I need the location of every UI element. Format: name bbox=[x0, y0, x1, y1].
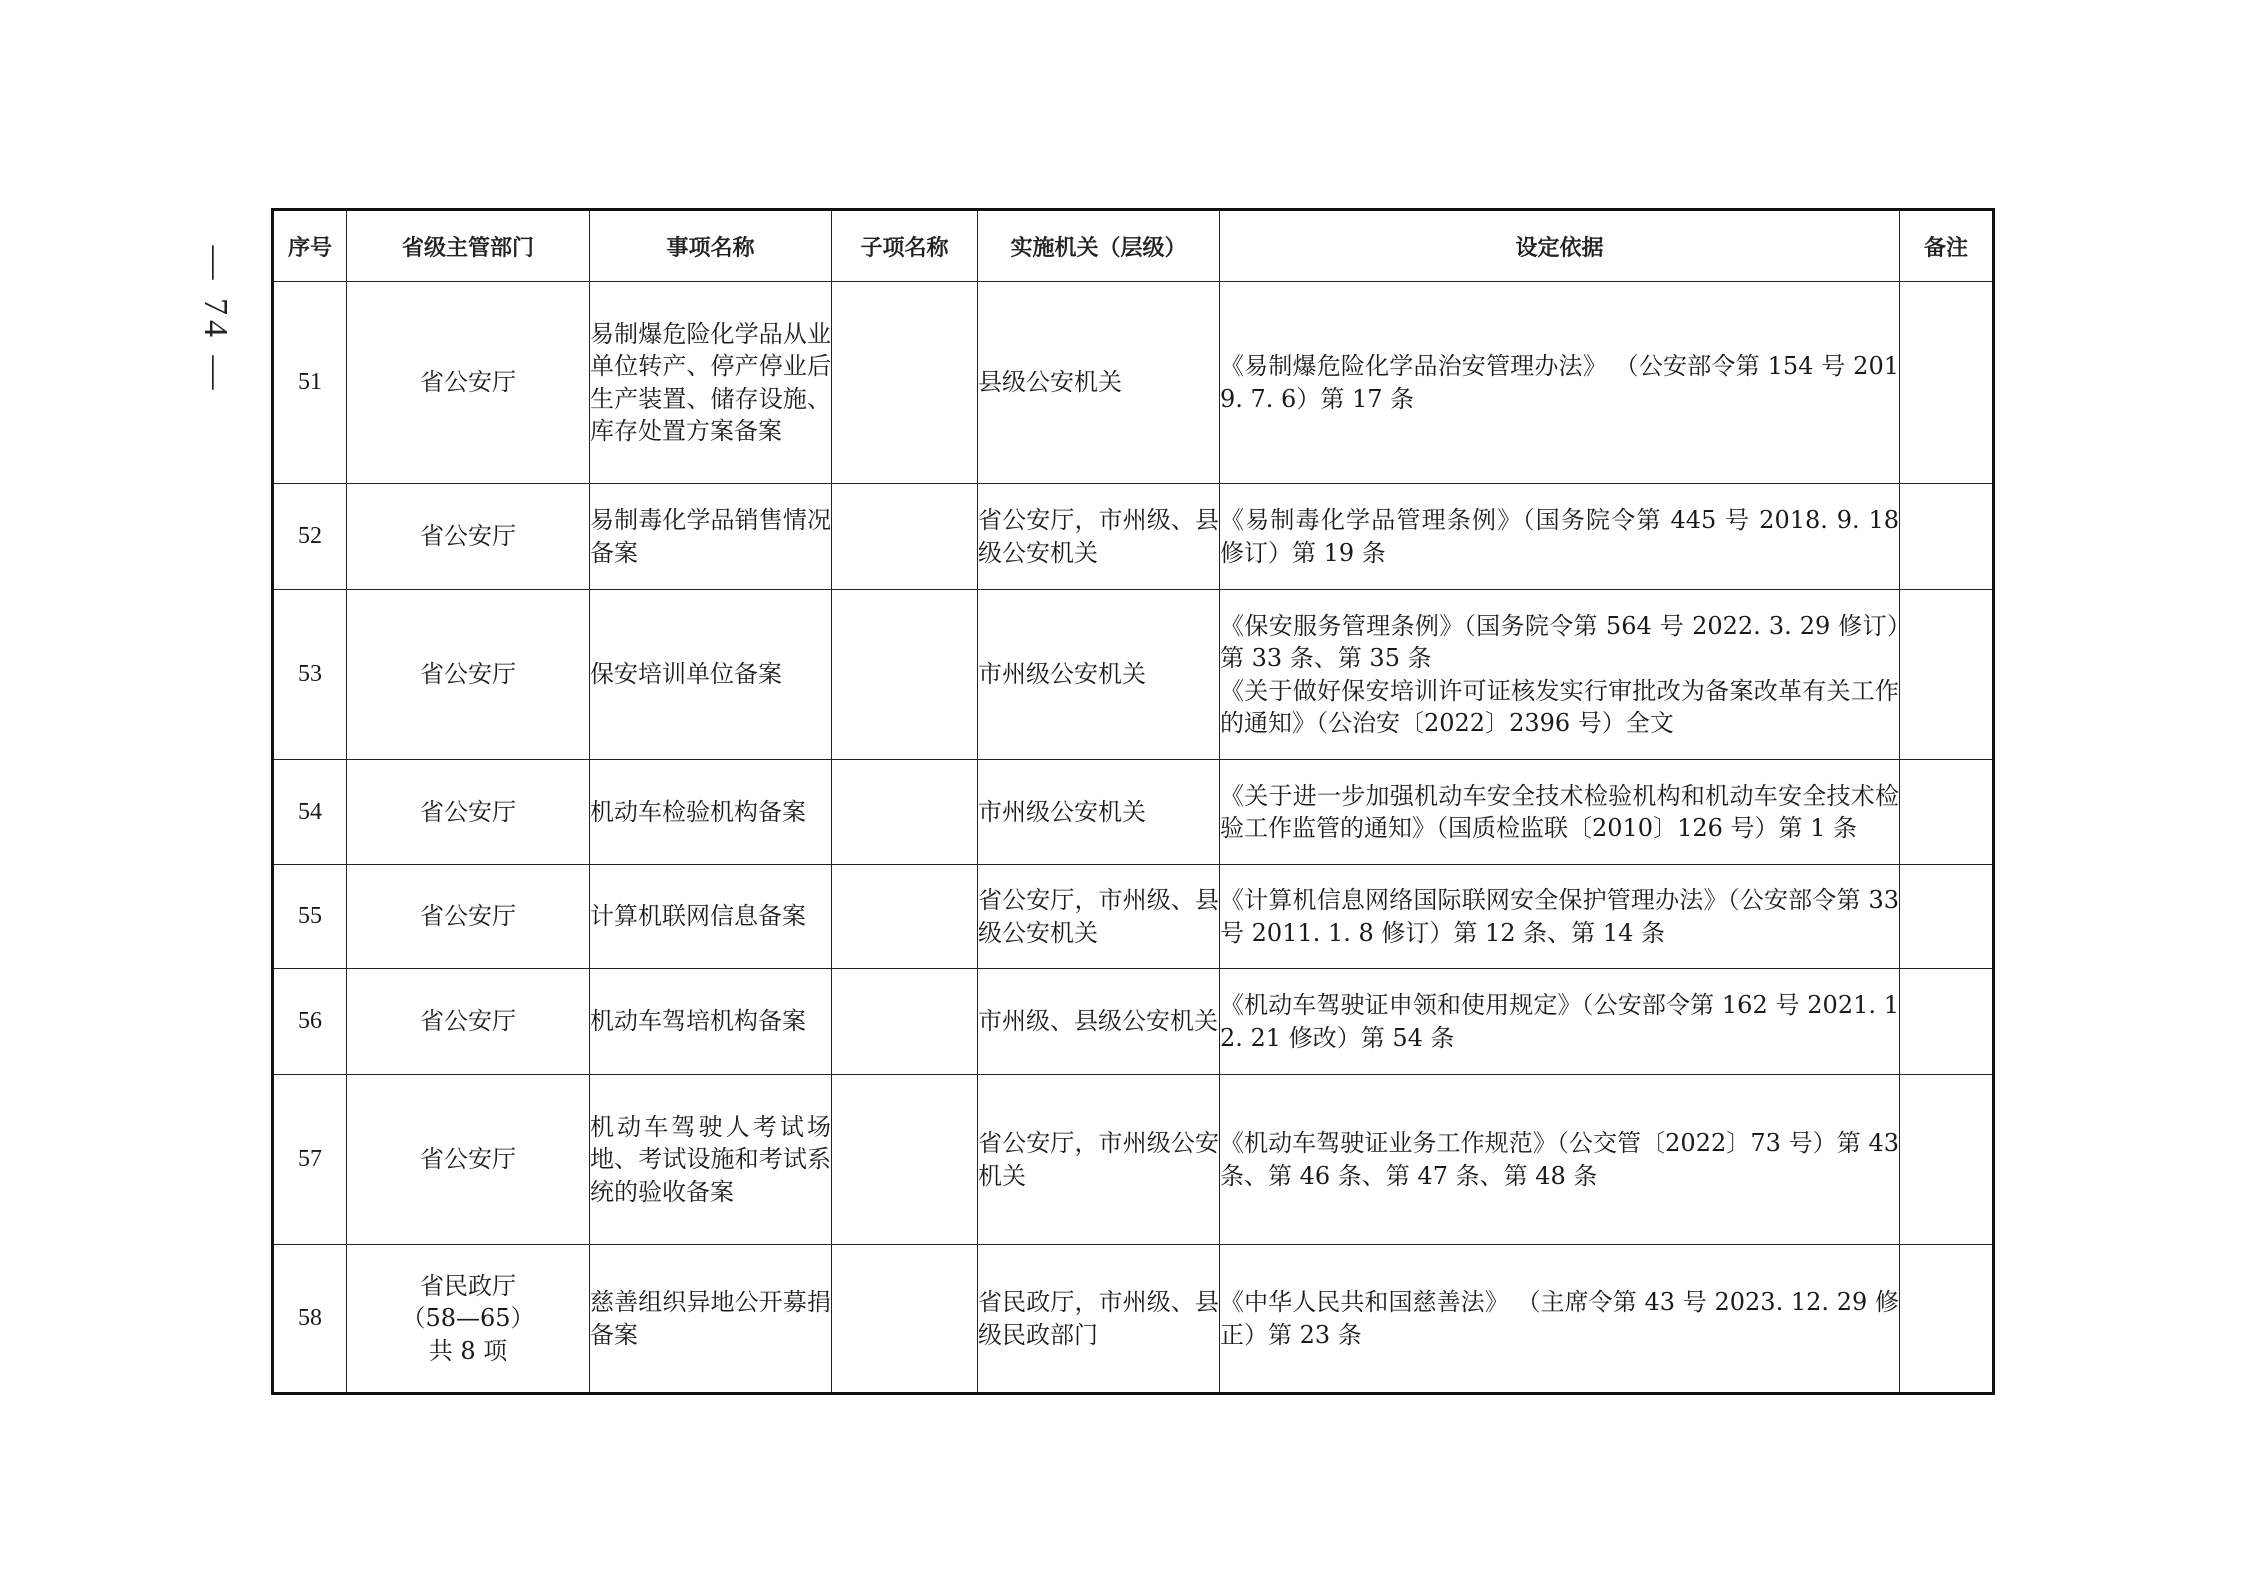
table-row bbox=[273, 1075, 1994, 1245]
cell-seq: 54 bbox=[273, 760, 347, 865]
dept-line: 省公安厅 bbox=[420, 1007, 516, 1036]
cell-remark bbox=[1900, 760, 1994, 865]
cell-item: 计算机联网信息备案 bbox=[590, 865, 832, 969]
header-remark: 备注 bbox=[1900, 210, 1994, 282]
dept-line: 省公安厅 bbox=[420, 522, 516, 551]
cell-item: 保安培训单位备案 bbox=[590, 590, 832, 760]
header-seq: 序号 bbox=[273, 210, 347, 282]
cell-remark bbox=[1900, 865, 1994, 969]
cell-agency: 市州级、县级公安机关 bbox=[978, 969, 1220, 1075]
dept-line: （58—65） bbox=[401, 1304, 535, 1333]
cell-agency: 市州级公安机关 bbox=[978, 590, 1220, 760]
basis-paragraph: 《中华人民共和国慈善法》 （主席令第 43 号 2023. 12. 29 修正）第 23 条 bbox=[1220, 1288, 1899, 1349]
basis-paragraph: 《易制毒化学品管理条例》（国务院令第 445 号 2018. 9. 18 修订）第 19 条 bbox=[1220, 506, 1899, 567]
cell-subitem bbox=[832, 969, 978, 1075]
cell-remark bbox=[1900, 590, 1994, 760]
cell-subitem bbox=[832, 484, 978, 590]
cell-remark bbox=[1900, 484, 1994, 590]
dept-line: 省公安厅 bbox=[420, 1145, 516, 1174]
cell-item: 易制毒化学品销售情况备案 bbox=[590, 484, 832, 590]
header-subitem: 子项名称 bbox=[832, 210, 978, 282]
cell-remark bbox=[1900, 1075, 1994, 1245]
table-row bbox=[273, 969, 1994, 1075]
cell-agency: 省民政厅，市州级、县级民政部门 bbox=[978, 1245, 1220, 1394]
cell-dept bbox=[347, 1075, 590, 1245]
cell-dept bbox=[347, 969, 590, 1075]
basis-paragraph: 《易制爆危险化学品治安管理办法》 （公安部令第 154 号 2019. 7. 6）第 17 条 bbox=[1220, 352, 1899, 413]
cell-subitem bbox=[832, 590, 978, 760]
cell-remark bbox=[1900, 969, 1994, 1075]
cell-dept bbox=[347, 484, 590, 590]
table-header-row bbox=[273, 210, 1994, 282]
cell-item: 慈善组织异地公开募捐备案 bbox=[590, 1245, 832, 1394]
table-row bbox=[273, 1245, 1994, 1394]
cell-subitem bbox=[832, 760, 978, 865]
page-number: — 74 — bbox=[197, 245, 234, 395]
table-row bbox=[273, 590, 1994, 760]
cell-item: 机动车驾驶人考试场地、考试设施和考试系统的验收备案 bbox=[590, 1075, 832, 1245]
cell-item: 易制爆危险化学品从业单位转产、停产停业后生产装置、储存设施、库存处置方案备案 bbox=[590, 282, 832, 484]
header-basis: 设定依据 bbox=[1220, 210, 1900, 282]
cell-dept bbox=[347, 865, 590, 969]
cell-seq: 53 bbox=[273, 590, 347, 760]
cell-dept bbox=[347, 590, 590, 760]
cell-basis bbox=[1220, 282, 1900, 484]
dept-line: 省公安厅 bbox=[420, 902, 516, 931]
cell-agency: 省公安厅，市州级、县级公安机关 bbox=[978, 484, 1220, 590]
cell-seq: 51 bbox=[273, 282, 347, 484]
dept-line: 省公安厅 bbox=[420, 368, 516, 397]
basis-paragraph: 《保安服务管理条例》（国务院令第 564 号 2022. 3. 29 修订）第 33 条、第 35 条 bbox=[1220, 611, 1899, 672]
cell-subitem bbox=[832, 865, 978, 969]
cell-seq: 57 bbox=[273, 1075, 347, 1245]
cell-agency: 县级公安机关 bbox=[978, 282, 1220, 484]
table-row bbox=[273, 865, 1994, 969]
cell-seq: 52 bbox=[273, 484, 347, 590]
cell-seq: 55 bbox=[273, 865, 347, 969]
basis-paragraph: 《机动车驾驶证业务工作规范》（公交管〔2022〕73 号）第 43 条、第 46 条、第 47 条、第 48 条 bbox=[1220, 1129, 1899, 1190]
cell-subitem bbox=[832, 1075, 978, 1245]
cell-remark bbox=[1900, 1245, 1994, 1394]
cell-item: 机动车驾培机构备案 bbox=[590, 969, 832, 1075]
cell-dept bbox=[347, 282, 590, 484]
table-row bbox=[273, 484, 1994, 590]
cell-basis bbox=[1220, 1245, 1900, 1394]
cell-subitem bbox=[832, 282, 978, 484]
header-dept: 省级主管部门 bbox=[347, 210, 590, 282]
cell-subitem bbox=[832, 1245, 978, 1394]
header-agency: 实施机关（层级） bbox=[978, 210, 1220, 282]
cell-basis bbox=[1220, 484, 1900, 590]
cell-agency: 市州级公安机关 bbox=[978, 760, 1220, 865]
cell-seq: 58 bbox=[273, 1245, 347, 1394]
cell-remark bbox=[1900, 282, 1994, 484]
cell-seq: 56 bbox=[273, 969, 347, 1075]
table-row bbox=[273, 282, 1994, 484]
cell-basis bbox=[1220, 590, 1900, 760]
dept-line: 省公安厅 bbox=[420, 797, 516, 826]
cell-basis bbox=[1220, 1075, 1900, 1245]
basis-paragraph: 《关于进一步加强机动车安全技术检验机构和机动车安全技术检验工作监管的通知》（国质检监联〔2010〕126 号）第 1 条 bbox=[1220, 781, 1899, 842]
cell-basis bbox=[1220, 969, 1900, 1075]
basis-paragraph: 《计算机信息网络国际联网安全保护管理办法》（公安部令第 33 号 2011. 1. 8 修订）第 12 条、第 14 条 bbox=[1220, 886, 1899, 947]
cell-agency: 省公安厅，市州级公安机关 bbox=[978, 1075, 1220, 1245]
dept-line: 省公安厅 bbox=[420, 660, 516, 689]
cell-dept bbox=[347, 1245, 590, 1394]
table-row bbox=[273, 760, 1994, 865]
dept-line: 省民政厅 bbox=[420, 1271, 516, 1300]
cell-dept bbox=[347, 760, 590, 865]
dept-line: 共 8 项 bbox=[428, 1336, 508, 1365]
header-item: 事项名称 bbox=[590, 210, 832, 282]
cell-item: 机动车检验机构备案 bbox=[590, 760, 832, 865]
cell-basis bbox=[1220, 865, 1900, 969]
basis-paragraph: 《关于做好保安培训许可证核发实行审批改为备案改革有关工作的通知》（公治安〔2022〕2396 号）全文 bbox=[1220, 676, 1899, 737]
cell-agency: 省公安厅，市州级、县级公安机关 bbox=[978, 865, 1220, 969]
filing-items-table bbox=[271, 208, 1995, 1395]
cell-basis bbox=[1220, 760, 1900, 865]
basis-paragraph: 《机动车驾驶证申领和使用规定》（公安部令第 162 号 2021. 12. 21 修改）第 54 条 bbox=[1220, 991, 1899, 1052]
